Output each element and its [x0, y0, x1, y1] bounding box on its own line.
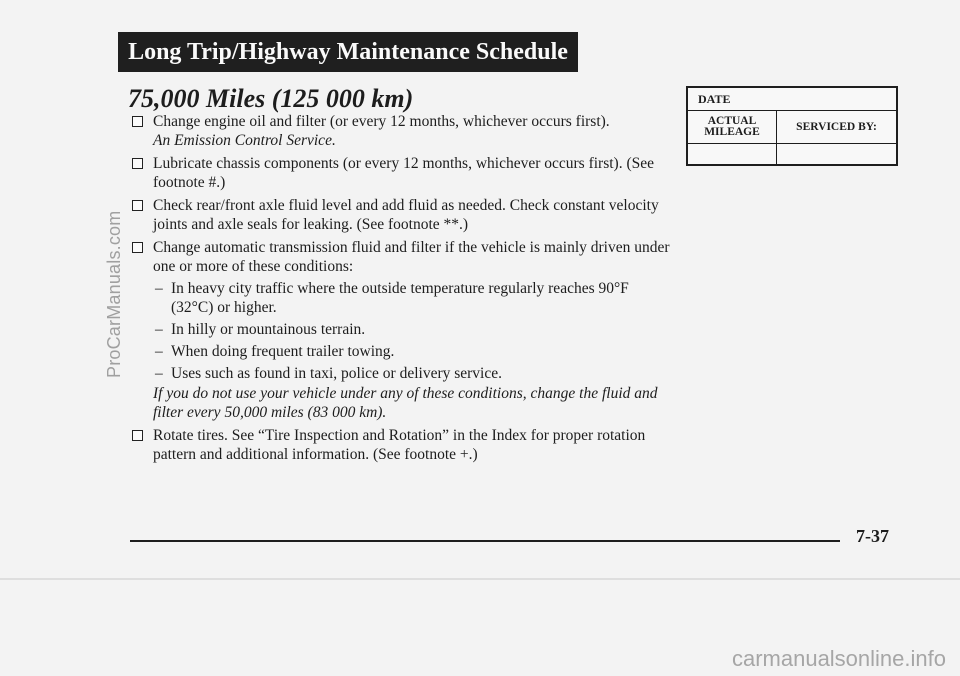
condition-text: In hilly or mountainous terrain. — [171, 321, 366, 338]
service-record-table — [686, 86, 898, 166]
condition-text: When doing frequent trailer towing. — [171, 343, 395, 360]
serviced-by-field[interactable] — [777, 144, 896, 164]
checklist-item — [132, 112, 672, 150]
maintenance-checklist — [132, 112, 672, 468]
schedule-title-banner: Long Trip/Highway Maintenance Schedule — [118, 32, 578, 72]
condition-text: Uses such as found in taxi, police or delivery service. — [171, 365, 503, 382]
checklist-item-text: Change automatic transmission fluid and filter if the vehicle is mainly driven under one or more of these conditions: — [153, 239, 670, 275]
condition-item — [153, 320, 672, 339]
checklist-item — [132, 426, 672, 464]
condition-item — [153, 279, 672, 317]
dash-bullet-icon: – — [155, 321, 163, 338]
page-number: 7-37 — [856, 526, 889, 546]
checklist-item-text: Change engine oil and filter (or every 12 months, whichever occurs first). — [153, 113, 610, 130]
condition-text: In heavy city traffic where the outside temperature regularly reaches 90°F (32°C) or higher. — [171, 280, 629, 316]
condition-item — [153, 342, 672, 361]
checklist-item — [132, 196, 672, 234]
checkbox-icon[interactable] — [132, 430, 143, 441]
dash-bullet-icon: – — [155, 365, 163, 382]
checklist-item — [132, 238, 672, 422]
checklist-item-text: Lubricate chassis components (or every 12 months, whichever occurs first). (See footnote #.) — [153, 155, 655, 191]
checkbox-icon[interactable] — [132, 200, 143, 211]
footer-rule — [130, 540, 840, 542]
checklist-item — [132, 154, 672, 192]
mileage-heading: 75,000 Miles (125 000 km) — [128, 84, 414, 113]
condition-item — [153, 364, 672, 383]
service-record-entry-row — [688, 144, 896, 164]
transmission-note: If you do not use your vehicle under any of these conditions, change the fluid and filter every 50,000 miles (83 000 km). — [153, 385, 658, 421]
service-record-header-row — [688, 111, 896, 144]
actual-mileage-label: ACTUAL MILEAGE — [688, 111, 777, 143]
dash-bullet-icon: – — [155, 280, 163, 297]
checklist-item-text: Check rear/front axle fluid level and add fluid as needed. Check constant velocity joints and axle seals for leaking. (See footnote **.) — [153, 197, 659, 233]
bottom-watermark: carmanualsonline.info — [731, 646, 946, 671]
serviced-by-label: SERVICED BY: — [796, 120, 877, 133]
checkbox-icon[interactable] — [132, 242, 143, 253]
checklist-item-text: Rotate tires. See “Tire Inspection and Rotation” in the Index for proper rotation pattern and additional information. (See footnote +.) — [153, 427, 646, 463]
checkbox-icon[interactable] — [132, 158, 143, 169]
date-field[interactable]: DATE — [688, 88, 896, 111]
page-edge-line — [0, 578, 960, 580]
checkbox-icon[interactable] — [132, 116, 143, 127]
emission-note: An Emission Control Service. — [153, 132, 336, 149]
side-watermark: ProCarManuals.com — [104, 210, 124, 378]
dash-bullet-icon: – — [155, 343, 163, 360]
actual-mileage-field[interactable] — [688, 144, 777, 164]
